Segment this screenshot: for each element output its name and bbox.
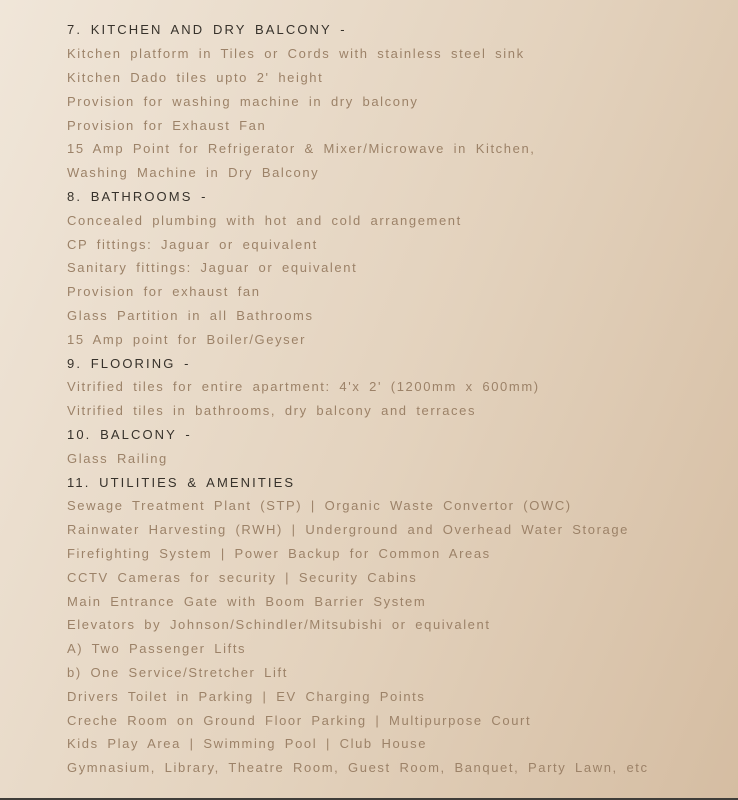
section-heading: 7. KITCHEN AND DRY BALCONY - [67, 22, 347, 38]
spec-item: Rainwater Harvesting (RWH) | Underground and Overhead Water Storage [67, 522, 629, 538]
spec-item: Provision for washing machine in dry balcony [67, 93, 419, 109]
spec-item: Firefighting System | Power Backup for Common Areas [67, 545, 491, 561]
spec-item: Washing Machine in Dry Balcony [67, 165, 320, 181]
spec-item: Gymnasium, Library, Theatre Room, Guest Room, Banquet, Party Lawn, etc [67, 760, 649, 776]
spec-item: Glass Partition in all Bathrooms [67, 307, 314, 323]
spec-item: Vitrified tiles in bathrooms, dry balcony and terraces [67, 403, 477, 419]
spec-item: Provision for Exhaust Fan [67, 117, 267, 133]
spec-item: Concealed plumbing with hot and cold arrangement [67, 212, 462, 228]
section-heading: 9. FLOORING - [67, 355, 191, 371]
section-heading: 11. UTILITIES & AMENITIES [67, 474, 296, 490]
spec-item: Main Entrance Gate with Boom Barrier System [67, 593, 427, 609]
spec-item: 15 Amp point for Boiler/Geyser [67, 331, 307, 347]
spec-item: Kitchen platform in Tiles or Cords with stainless steel sink [67, 46, 525, 62]
spec-item: Glass Railing [67, 450, 168, 466]
spec-item: CCTV Cameras for security | Security Cabins [67, 569, 418, 585]
spec-item: Elevators by Johnson/Schindler/Mitsubishi or equivalent [67, 617, 491, 633]
spec-item: b) One Service/Stretcher Lift [67, 664, 288, 680]
spec-item: CP fittings: Jaguar or equivalent [67, 236, 318, 252]
spec-item: Sewage Treatment Plant (STP) | Organic Waste Convertor (OWC) [67, 498, 572, 514]
section-heading: 10. BALCONY - [67, 426, 192, 442]
spec-item: Provision for exhaust fan [67, 284, 261, 300]
spec-item: Vitrified tiles for entire apartment: 4'x 2' (1200mm x 600mm) [67, 379, 540, 395]
spec-item: A) Two Passenger Lifts [67, 641, 247, 657]
spec-item: 15 Amp Point for Refrigerator & Mixer/Microwave in Kitchen, [67, 141, 536, 157]
spec-item: Drivers Toilet in Parking | EV Charging Points [67, 688, 426, 704]
spec-item: Kids Play Area | Swimming Pool | Club House [67, 736, 428, 752]
section-heading: 8. BATHROOMS - [67, 188, 208, 204]
spec-item: Sanitary fittings: Jaguar or equivalent [67, 260, 358, 276]
spec-item: Kitchen Dado tiles upto 2' height [67, 69, 324, 85]
spec-item: Creche Room on Ground Floor Parking | Multipurpose Court [67, 712, 532, 728]
